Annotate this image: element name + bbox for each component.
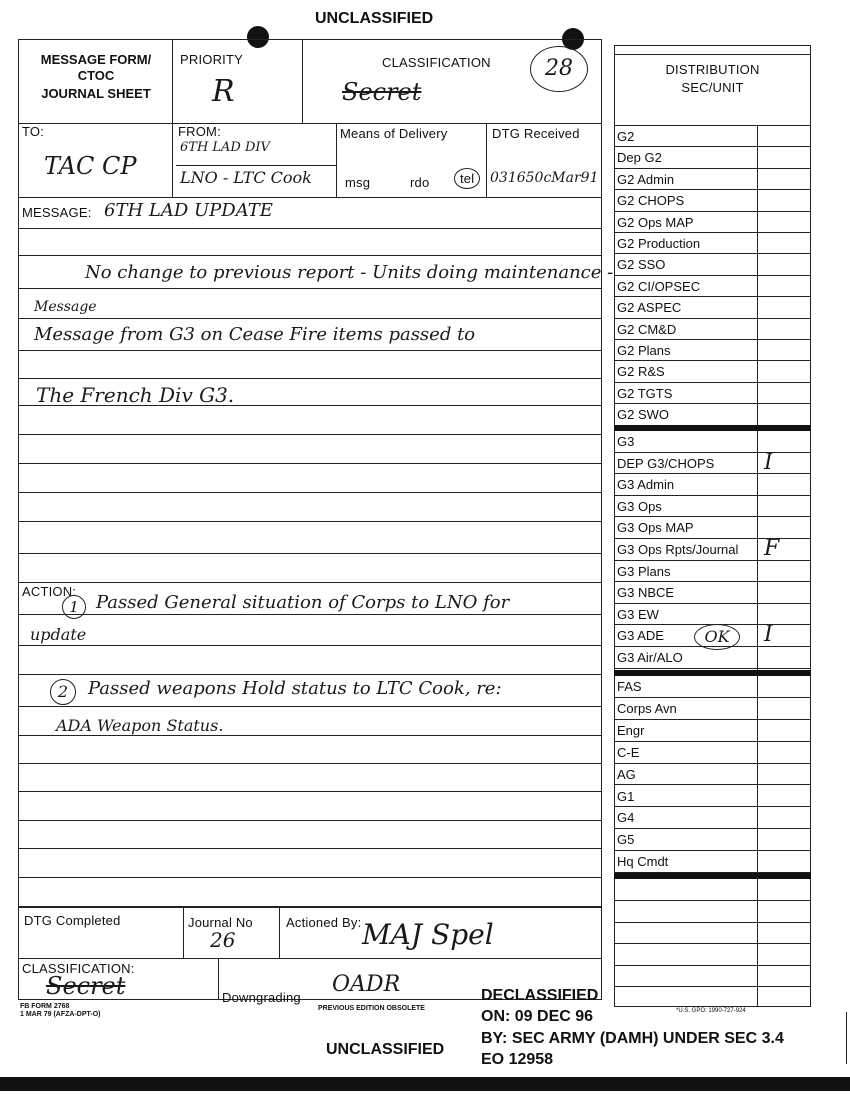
distribution-row <box>614 126 811 147</box>
distribution-row <box>614 742 811 764</box>
means-option-msg: msg <box>345 175 371 190</box>
distribution-row-name: G2 CM&D <box>617 321 677 337</box>
distribution-row-name: DEP G3/CHOPS <box>617 455 715 471</box>
distribution-row-name: Hq Cmdt <box>617 854 669 870</box>
distribution-row <box>614 474 811 496</box>
action-item-2-number: 2 <box>50 679 76 705</box>
journal-number-value: 26 <box>210 928 236 952</box>
journal-number-label: Journal No <box>188 915 253 930</box>
dtg-completed-label: DTG Completed <box>24 913 121 928</box>
distribution-row-name: G2 SSO <box>617 257 666 273</box>
message-line-3: Message from G3 on Cease Fire items passed to <box>34 324 476 345</box>
right-edge-line <box>846 1012 847 1064</box>
distribution-row <box>614 297 811 318</box>
distribution-row <box>614 254 811 275</box>
distribution-row <box>614 604 811 626</box>
distribution-row-name: G3 Plans <box>617 563 671 579</box>
distribution-row <box>614 517 811 539</box>
means-option-tel: tel <box>454 168 480 189</box>
from-line-1: 6TH LAD DIV <box>180 140 270 155</box>
means-option-rdo: rdo <box>410 175 430 190</box>
distribution-row-name: G2 CHOPS <box>617 193 685 209</box>
message-line-1: No change to previous report - Units doing maintenance - <box>85 262 614 283</box>
distribution-row-name: G2 CI/OPSEC <box>617 278 701 294</box>
bottom-classification-marking: UNCLASSIFIED <box>326 1041 445 1058</box>
distribution-row <box>614 169 811 190</box>
distribution-row <box>614 361 811 382</box>
distribution-row-name: G3 NBCE <box>617 585 675 601</box>
distribution-row-name: G2 R&S <box>617 364 665 380</box>
distribution-row <box>614 807 811 829</box>
distribution-row <box>614 829 811 851</box>
declassified-stamp-line-2: ON: 09 DEC 96 <box>481 1008 594 1025</box>
distribution-row <box>614 340 811 361</box>
distribution-row <box>614 383 811 404</box>
distribution-row <box>614 647 811 669</box>
distribution-row <box>614 496 811 518</box>
to-label: TO: <box>22 124 45 139</box>
distribution-row-name: G2 Production <box>617 236 701 251</box>
distribution-row-name: G1 <box>617 788 635 804</box>
distribution-row <box>614 212 811 233</box>
declassified-stamp-line-4: EO 12958 <box>481 1051 554 1068</box>
distribution-row-name: G2 SWO <box>617 407 670 423</box>
distribution-row-name: G2 ASPEC <box>617 300 682 316</box>
distribution-row-name: G2 Admin <box>617 171 675 187</box>
g3-ade-ok-note: OK <box>694 624 740 650</box>
downgrading-label: Downgrading <box>222 990 301 1005</box>
distribution-row-name: G2 Ops MAP <box>617 214 694 230</box>
distribution-row-name: AG <box>617 766 636 782</box>
from-label: FROM: <box>178 124 221 139</box>
distribution-row <box>614 561 811 583</box>
action-label: ACTION: <box>22 584 77 599</box>
distribution-row-name: G3 Ops MAP <box>617 520 694 536</box>
distribution-row <box>614 190 811 211</box>
distribution-row <box>614 147 811 168</box>
form-title: MESSAGE FORM/ CTOC JOURNAL SHEET <box>40 52 152 101</box>
actioned-by-label: Actioned By: <box>286 915 362 930</box>
declassified-stamp-line-3: BY: SEC ARMY (DAMH) UNDER SEC 3.4 <box>481 1030 784 1047</box>
distribution-row <box>614 233 811 254</box>
distribution-row-name: Corps Avn <box>617 700 677 716</box>
distribution-row <box>614 449 811 475</box>
distribution-row-name: G3 Admin <box>617 477 675 493</box>
distribution-row-name: G5 <box>617 832 635 848</box>
message-label: MESSAGE: <box>22 205 92 220</box>
distribution-row-name: G3 Ops Rpts/Journal <box>617 542 739 557</box>
distribution-row-name: G4 <box>617 810 635 826</box>
action-item-2-line-1: Passed weapons Hold status to LTC Cook, re: <box>88 678 502 699</box>
distribution-title: DISTRIBUTION SEC/UNIT <box>665 62 760 95</box>
distribution-row-mark: F <box>764 536 780 561</box>
means-of-delivery-label: Means of Delivery <box>340 126 448 141</box>
distribution-row-name: G3 EW <box>617 606 659 622</box>
distribution-row-name: G3 <box>617 434 635 449</box>
to-value: TAC CP <box>44 152 137 180</box>
bottom-edge-band <box>0 1077 850 1091</box>
distribution-row-name: G2 <box>617 129 635 144</box>
distribution-row <box>614 720 811 742</box>
distribution-row-name: Dep G2 <box>617 150 662 166</box>
action-item-1-number: 1 <box>62 595 86 619</box>
distribution-row-name: Engr <box>617 722 645 738</box>
distribution-row-name: C-E <box>617 744 640 760</box>
from-line-2: LNO - LTC Cook <box>180 168 312 187</box>
classification-label: CLASSIFICATION <box>382 55 491 70</box>
action-item-1-line-2: update <box>30 625 87 644</box>
action-item-2-line-2: ADA Weapon Status. <box>56 716 224 735</box>
priority-value: R <box>212 74 235 109</box>
distribution-divider-3 <box>614 873 811 879</box>
distribution-row <box>614 851 811 873</box>
distribution-row <box>614 536 811 561</box>
distribution-row-name: FAS <box>617 679 642 694</box>
form-number: FB FORM 2768 1 MAR 79 (AFZA-DPT-O) <box>20 1003 101 1018</box>
message-line-2: Message <box>34 299 97 315</box>
footer-classification-value: Secret <box>46 972 126 1000</box>
distribution-row-name: G2 Plans <box>617 343 671 358</box>
distribution-row-name: G3 ADE <box>617 628 664 644</box>
dtg-received-value: 031650cMar91 <box>490 170 599 186</box>
distribution-row <box>614 786 811 808</box>
distribution-row <box>614 319 811 340</box>
distribution-row-mark: I <box>764 622 773 648</box>
gpo-note: *U.S. GPO: 1990-727-924 <box>676 1008 746 1014</box>
distribution-row-mark: I <box>764 449 773 475</box>
distribution-row-name: G2 TGTS <box>617 385 673 401</box>
actioned-by-signature: MAJ Spel <box>362 918 494 951</box>
dtg-received-label: DTG Received <box>492 126 580 141</box>
distribution-row-name: G3 Air/ALO <box>617 650 683 665</box>
distribution-row-name: G3 Ops <box>617 498 662 514</box>
footer-classification-label: CLASSIFICATION: <box>22 961 135 976</box>
distribution-row <box>614 431 811 453</box>
distribution-row <box>614 276 811 297</box>
downgrading-value: OADR <box>332 972 401 997</box>
priority-label: PRIORITY <box>180 52 243 67</box>
distribution-row <box>614 404 811 425</box>
message-line-4: The French Div G3. <box>36 383 235 407</box>
previous-edition-note: PREVIOUS EDITION OBSOLETE <box>318 1005 425 1012</box>
distribution-row <box>614 582 811 604</box>
classification-value: Secret <box>342 78 422 106</box>
declassified-stamp-line-1: DECLASSIFIED <box>481 987 599 1004</box>
action-item-1-line-1: Passed General situation of Corps to LNO for <box>96 592 510 613</box>
distribution-row <box>614 698 811 720</box>
message-subject: 6TH LAD UPDATE <box>104 200 273 221</box>
distribution-row <box>614 764 811 786</box>
distribution-row <box>614 676 811 698</box>
page-number-circle: 28 <box>530 46 588 92</box>
top-classification-marking: UNCLASSIFIED <box>315 10 434 27</box>
